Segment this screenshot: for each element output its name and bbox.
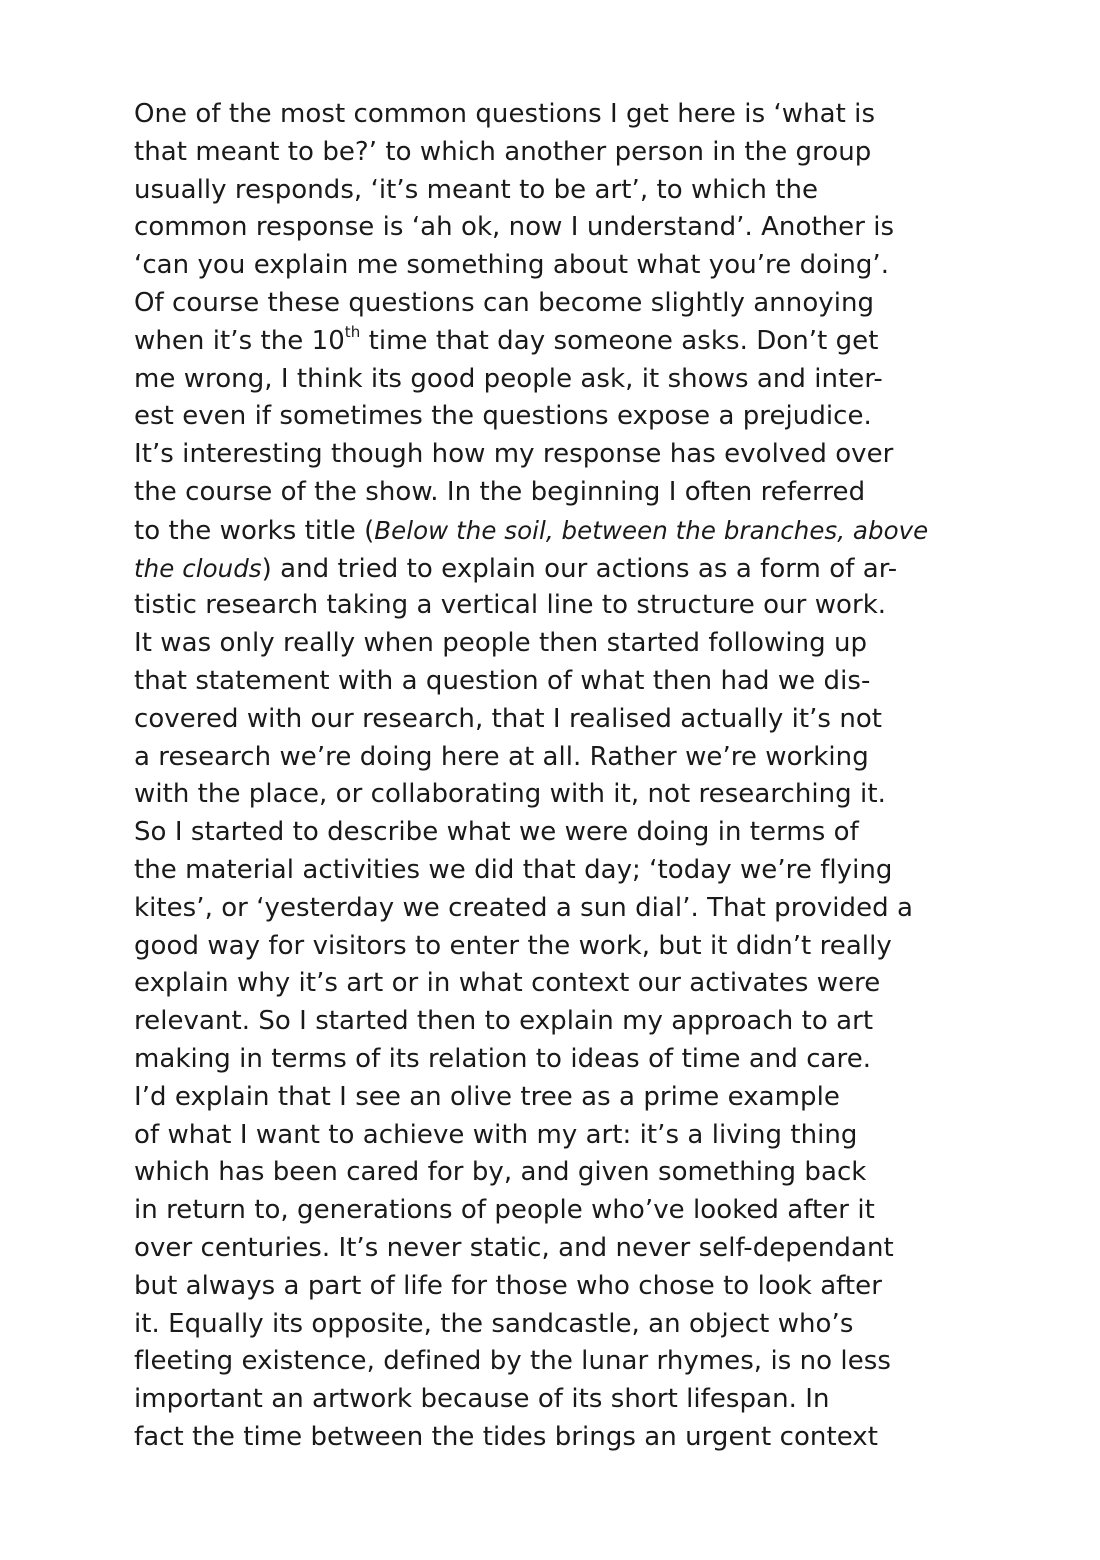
- text-line: [134, 739, 974, 777]
- text-segment: the material activities we did that day; ‘today we’re flying: [134, 854, 893, 885]
- text-segment: when it’s the 10: [134, 325, 345, 356]
- text-segment: over centuries. It’s never static, and never self-dependant: [134, 1232, 894, 1263]
- text-segment: time that day someone asks. Don’t get: [360, 325, 879, 356]
- text-segment: but always a part of life for those who chose to look after: [134, 1270, 882, 1301]
- text-segment: Of course these questions can become slightly annoying: [134, 287, 875, 318]
- text-segment: covered with our research, that I realised actually it’s not: [134, 703, 883, 734]
- text-line: [134, 1079, 974, 1117]
- text-line: [134, 1381, 974, 1419]
- text-line: [134, 172, 974, 210]
- italic-title-text: the clouds: [134, 553, 262, 583]
- text-segment: ) and tried to explain our actions as a form of ar-: [261, 553, 898, 584]
- text-line: [134, 814, 974, 852]
- text-line: [134, 474, 974, 512]
- text-line: [134, 928, 974, 966]
- text-line: [134, 587, 974, 625]
- text-segment: in return to, generations of people who’ve looked after it: [134, 1195, 875, 1226]
- body-text: [134, 96, 974, 1457]
- text-segment: to the works title (: [134, 515, 375, 546]
- text-line: [134, 96, 974, 134]
- text-line: [134, 285, 974, 323]
- text-line: [134, 965, 974, 1003]
- text-line: [134, 625, 974, 663]
- text-line: [134, 1192, 974, 1230]
- text-line: [134, 209, 974, 247]
- text-line: [134, 1343, 974, 1381]
- text-segment: explain why it’s art or in what context our activates were: [134, 968, 881, 999]
- text-line: [134, 852, 974, 890]
- text-segment: It was only really when people then started following up: [134, 628, 868, 659]
- text-segment: fact the time between the tides brings an urgent context: [134, 1421, 878, 1452]
- text-segment: important an artwork because of its short lifespan. In: [134, 1384, 830, 1415]
- text-line: [134, 1268, 974, 1306]
- text-line: [134, 134, 974, 172]
- text-segment: So I started to describe what we were doing in terms of: [134, 817, 859, 848]
- text-segment: it. Equally its opposite, the sandcastle, an object who’s: [134, 1308, 854, 1339]
- text-segment: One of the most common questions I get here is ‘what is: [134, 99, 876, 129]
- text-line: [134, 323, 974, 361]
- italic-title-text: Below the soil, between the branches, above: [374, 515, 929, 545]
- text-line: [134, 1041, 974, 1079]
- text-line: [134, 1230, 974, 1268]
- text-line: [134, 1117, 974, 1155]
- text-segment: making in terms of its relation to ideas of time and care.: [134, 1043, 872, 1074]
- text-segment: with the place, or collaborating with it, not researching it.: [134, 779, 886, 810]
- text-line: [134, 890, 974, 928]
- text-line: [134, 663, 974, 701]
- text-segment: est even if sometimes the questions expose a prejudice.: [134, 401, 872, 432]
- text-segment: that statement with a question of what then had we dis-: [134, 665, 871, 696]
- text-segment: ‘can you explain me something about what you’re doing’.: [134, 250, 890, 281]
- text-line: [134, 1306, 974, 1344]
- text-segment: of what I want to achieve with my art: it’s a living thing: [134, 1119, 858, 1150]
- text-segment: good way for visitors to enter the work, but it didn’t really: [134, 930, 892, 961]
- text-line: [134, 398, 974, 436]
- text-segment: kites’, or ‘yesterday we created a sun dial’. That provided a: [134, 892, 913, 923]
- text-segment: that meant to be?’ to which another person in the group: [134, 136, 872, 167]
- text-segment: a research we’re doing here at all. Rather we’re working: [134, 741, 869, 772]
- text-line: [134, 1154, 974, 1192]
- text-line: [134, 361, 974, 399]
- text-line: [134, 512, 974, 550]
- text-segment: I’d explain that I see an olive tree as a prime example: [134, 1081, 840, 1112]
- text-segment: fleeting existence, defined by the lunar rhymes, is no less: [134, 1346, 891, 1377]
- text-line: [134, 550, 974, 588]
- text-segment: common response is ‘ah ok, now I understand’. Another is: [134, 212, 895, 243]
- text-line: [134, 247, 974, 285]
- superscript-text: th: [344, 323, 361, 342]
- text-segment: It’s interesting though how my response has evolved over: [134, 439, 894, 470]
- text-segment: relevant. So I started then to explain my approach to art: [134, 1006, 874, 1037]
- text-segment: the course of the show. In the beginning I often referred: [134, 476, 866, 507]
- text-segment: me wrong, I think its good people ask, it shows and inter-: [134, 363, 883, 394]
- text-line: [134, 1003, 974, 1041]
- text-line: [134, 776, 974, 814]
- text-segment: tistic research taking a vertical line to structure our work.: [134, 590, 887, 621]
- text-line: [134, 701, 974, 739]
- text-line: [134, 1419, 974, 1457]
- text-line: [134, 436, 974, 474]
- text-segment: which has been cared for by, and given something back: [134, 1157, 867, 1188]
- text-segment: usually responds, ‘it’s meant to be art’, to which the: [134, 174, 819, 205]
